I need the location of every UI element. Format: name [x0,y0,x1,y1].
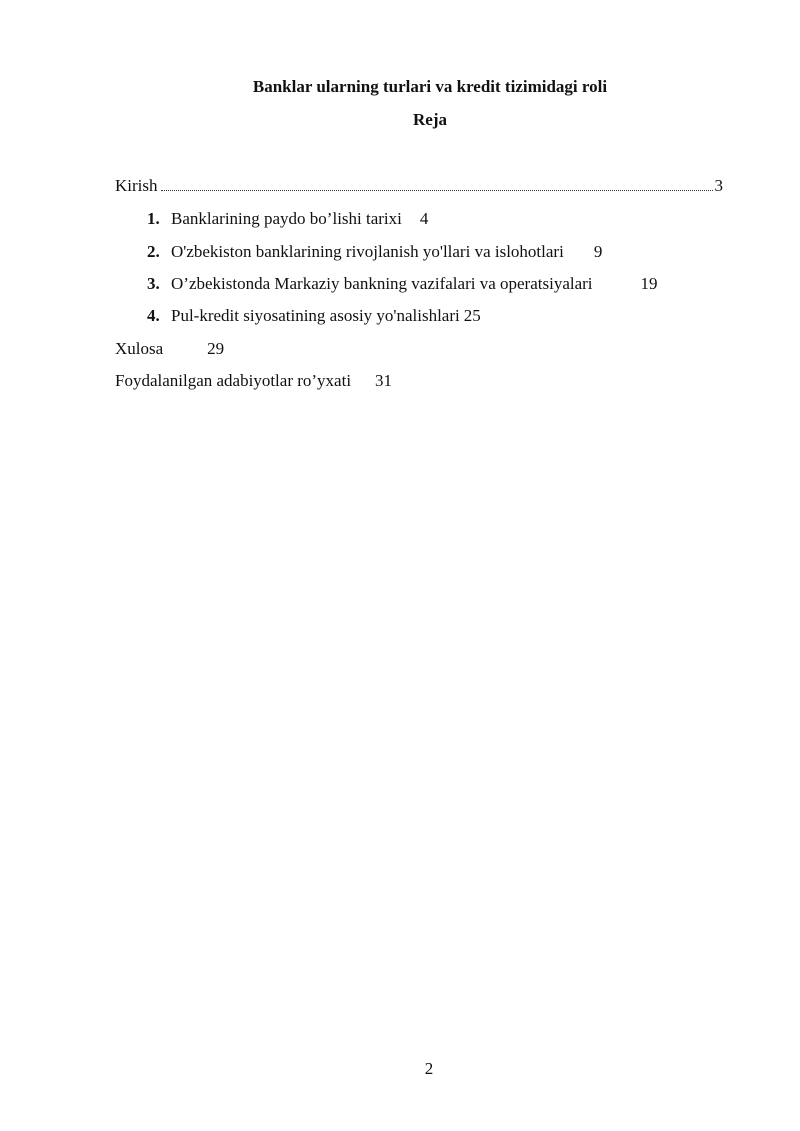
toc-entry-page: 9 [593,242,603,261]
toc-entry-page: 4 [419,209,429,228]
toc-entry-kirish [115,176,723,196]
toc-entry-label: O'zbekiston banklarining rivojlanish yo'llari va islohotlari [171,242,564,261]
toc-entry-page: 31 [375,371,393,390]
toc-entry-page: 29 [207,339,225,358]
toc-entry-label: Foydalanilgan adabiyotlar ro’yxati [115,371,352,390]
toc-dot-leader [161,189,713,191]
document-subtitle: Reja [413,110,447,129]
page-number: 2 [424,1059,434,1078]
document-title: Banklar ularning turlari va kredit tizimidagi roli [252,77,608,96]
toc-entry-label: Pul-kredit siyosatining asosiy yo'nalishlari [171,306,460,325]
toc-entry-foydalanilgan [115,371,392,391]
toc-entry-label: Banklarining paydo bo’lishi tarixi [171,209,402,228]
toc-entry-page: 3 [714,176,723,195]
toc-entry-label: Kirish [115,176,158,195]
toc-entry-item [147,209,428,229]
toc-entry-page: 19 [640,274,658,293]
toc-entry-item [147,242,602,262]
toc-item-number: 3. [147,274,160,293]
toc-item-number: 2. [147,242,160,261]
toc-entry-xulosa [115,339,224,359]
toc-entry-item [147,274,658,294]
toc-item-number: 4. [147,306,160,325]
toc-entry-item [147,306,481,326]
toc-entry-label: O’zbekistonda Markaziy bankning vazifalari va operatsiyalari [171,274,593,293]
toc-entry-page: 25 [463,306,481,325]
toc-entry-label: Xulosa [115,339,164,358]
toc-item-number: 1. [147,209,160,228]
